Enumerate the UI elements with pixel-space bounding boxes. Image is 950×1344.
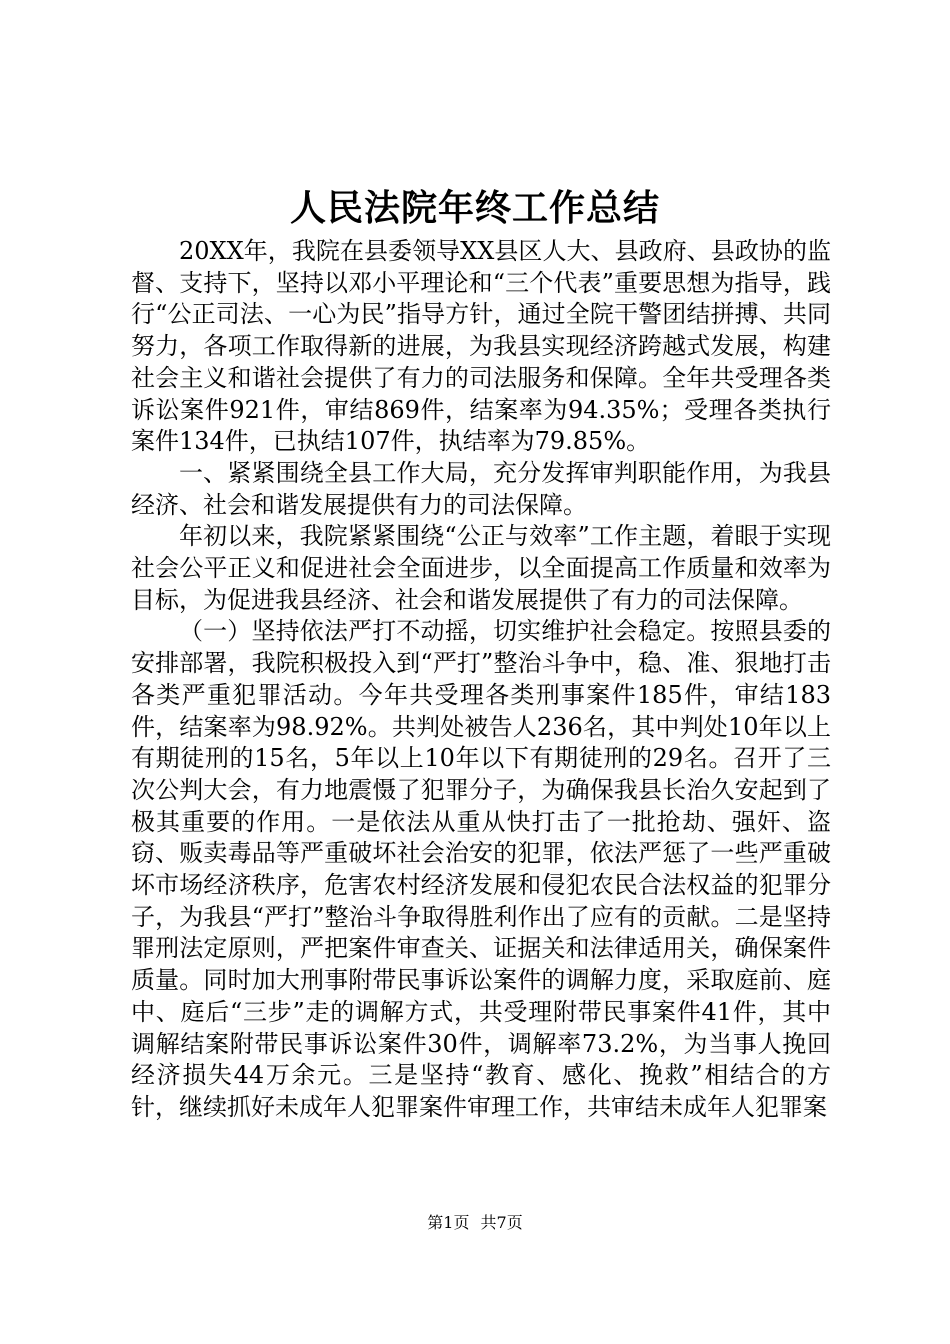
document-title: 人民法院年终工作总结 <box>289 187 660 229</box>
paragraph-section-summary: 年初以来，我院紧紧围绕“公正与效率”工作主题，着眼于实现社会公平正义和促进社会全面进步，以全面提高工作质量和效率为目标，为促进我县经济、社会和谐发展提供了有力的司法保障。 <box>131 522 831 614</box>
document-body <box>131 236 831 1124</box>
page-footer <box>0 1213 950 1233</box>
paragraph-intro: 20XX年，我院在县委领导XX县区人大、县政府、县政协的监督、支持下，坚持以邓小平理论和“三个代表”重要思想为指导，践行“公正司法、一心为民”指导方针，通过全院干警团结拼搏、共同努力，各项工作取得新的进展，为我县实现经济跨越式发展，构建社会主义和谐社会提供了有力的司法服务和保障。全年共受理各类诉讼案件921件，审结869件，结案率为94.35%；受理各类执行案件134件，已执结107件，执结率为79.85%。 <box>131 237 831 456</box>
paragraph-section-heading: 一、紧紧围绕全县工作大局，充分发挥审判职能作用，为我县经济、社会和谐发展提供有力的司法保障。 <box>131 458 831 519</box>
paragraph-criminal-trials: （一）坚持依法严打不动摇，切实维护社会稳定。按照县委的安排部署，我院积极投入到“严打”整治斗争中，稳、准、狠地打击各类严重犯罪活动。今年共受理各类刑事案件185件，审结183件，结案率为98.92%。共判处被告人236名，其中判处10年以上有期徒刑的15名，5年以上10年以下有期徒刑的29名。召开了三次公判大会，有力地震慑了犯罪分子，为确保我县长治久安起到了极其重要的作用。一是依法从重从快打击了一批抢劫、强奸、盗窃、贩卖毒品等严重破坏社会治安的犯罪，依法严惩了一些严重破坏市场经济秩序，危害农村经济发展和侵犯农民合法权益的犯罪分子，为我县“严打”整治斗争取得胜利作出了应有的贡献。二是坚持罪刑法定原则，严把案件审查关、证据关和法律适用关，确保案件质量。同时加大刑事附带民事诉讼案件的调解力度，采取庭前、庭中、庭后“三步”走的调解方式，共受理附带民事案件41件，其中调解结案附带民事诉讼案件30件，调解率73.2%，为当事人挽回经济损失44万余元。三是坚持“教育、感化、挽救”相结合的方针，继续抓好未成年人犯罪案件审理工作，共审结未成年人犯罪案 <box>131 617 831 1121</box>
page-total: 共7页 <box>480 1213 523 1232</box>
page-number: 第1页 <box>427 1213 470 1232</box>
